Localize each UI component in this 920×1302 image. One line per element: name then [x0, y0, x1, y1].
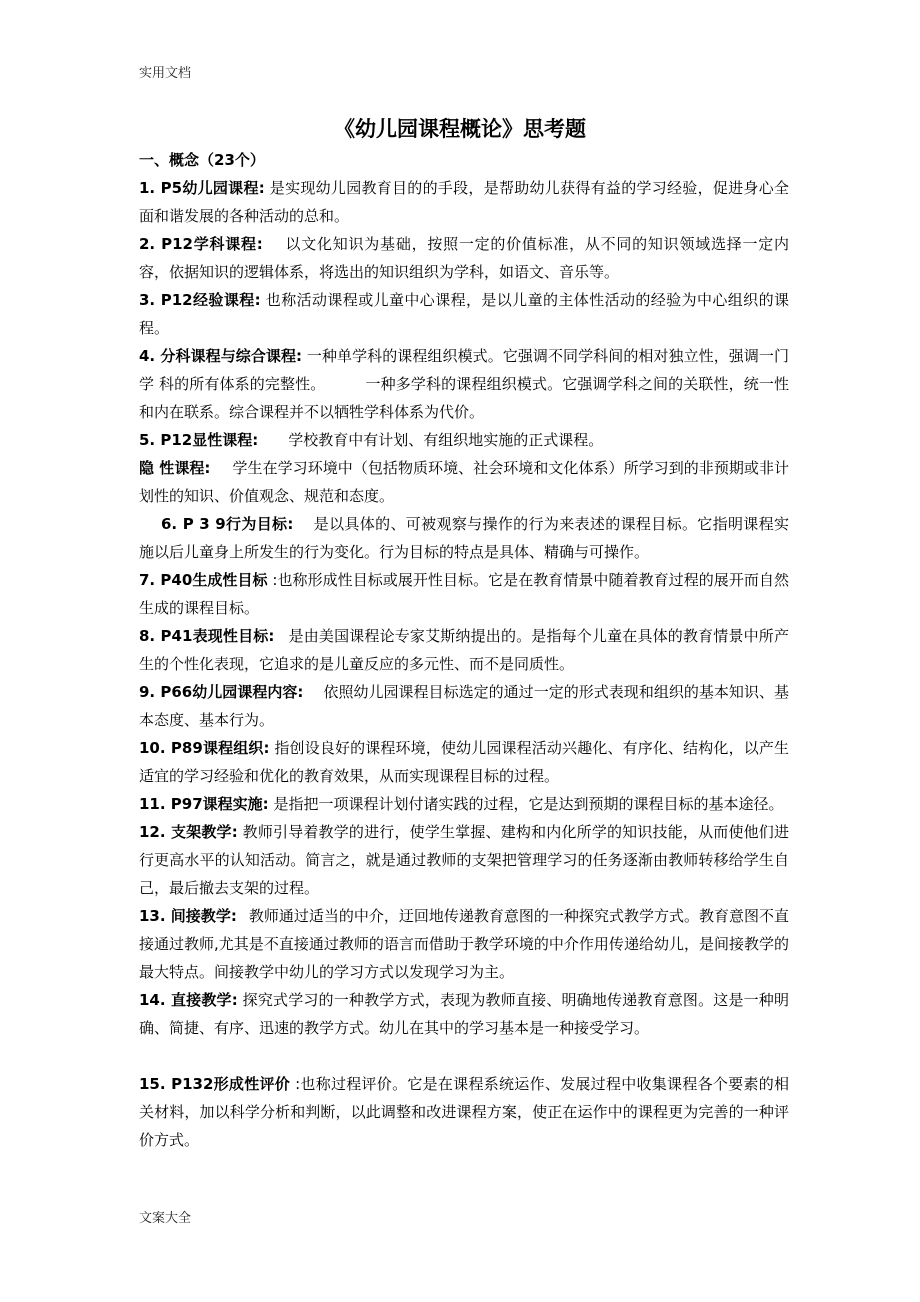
entry-4	[139, 342, 789, 426]
entry-15	[139, 1070, 789, 1154]
entry-term: 11. P97课程实施:	[139, 795, 269, 813]
entry-7	[139, 566, 789, 622]
entry-definition: 是实现幼儿园教育目的的手段，是帮助幼儿获得有益的学习经验，促进身心全面和谐发展的各种活动的总和。	[139, 179, 789, 225]
page-footer: 文案大全	[139, 1211, 192, 1226]
entry-definition: 是以具体的、可被观察与操作的行为来表述的课程目标。它指明课程实施以后儿童身上所发生的行为变化。行为目标的特点是具体、精确与可操作。	[139, 515, 789, 561]
entry-term: 5. P12显性课程:	[139, 431, 259, 449]
entry-6	[139, 510, 789, 566]
entry-term: 6. P 3 9行为目标:	[161, 515, 294, 533]
entry-definition: 指创设良好的课程环境，使幼儿园课程活动兴趣化、有序化、结构化，以产生适宜的学习经验和优化的教育效果，从而实现课程目标的过程。	[139, 739, 789, 785]
entry-definition: 探究式学习的一种教学方式，表现为教师直接、明确地传递教育意图。这是一种明确、简捷、有序、迅速的教学方式。幼儿在其中的学习基本是一种接受学习。	[139, 991, 789, 1037]
entry-definition: 学生在学习环境中（包括物质环境、社会环境和文化体系）所学习到的非预期或非计划性的知识、价值观念、规范和态度。	[139, 459, 789, 505]
entry-definition: 依照幼儿园课程目标选定的通过一定的形式表现和组织的基本知识、基本态度、基本行为。	[139, 683, 789, 729]
paragraph-gap	[139, 1042, 789, 1070]
entry-12	[139, 818, 789, 902]
section-heading: 一、概念（23个）	[139, 151, 265, 169]
entry-term: 4. 分科课程与综合课程:	[139, 347, 303, 365]
entry-3	[139, 286, 789, 342]
entry-14	[139, 986, 789, 1042]
entry-definition: 教师通过适当的中介，迂回地传递教育意图的一种探究式教学方式。教育意图不直接通过教师,尤其是不直接通过教师的语言而借助于教学环境的中介作用传递给幼儿，是间接教学的最大特点。间接教学中幼儿的学习方式以发现学习为主。	[139, 907, 789, 981]
entry-term: 14. 直接教学:	[139, 991, 238, 1009]
entry-definition: :也称形成性目标或展开性目标。它是在教育情景中随着教育过程的展开而自然生成的课程目标。	[139, 571, 789, 617]
entry-term: 10. P89课程组织:	[139, 739, 270, 757]
entry-8	[139, 622, 789, 678]
entry-definition-2: 一种多学科的课程组织模式。它强调学科之间的关联性，统一性和内在联系。综合课程并不以牺牲学科体系为代价。	[139, 375, 789, 421]
entry-definition: 教师引导着教学的进行，使学生掌握、建构和内化所学的知识技能，从而使他们进行更高水平的认知活动。简言之，就是通过教师的支架把管理学习的任务逐渐由教师转移给学生自己，最后撤去支架的过程。	[139, 823, 789, 897]
entry-10	[139, 734, 789, 790]
entry-13	[139, 902, 789, 986]
entry-term: 7. P40生成性目标	[139, 571, 268, 589]
entry-definition: :也称过程评价。它是在课程系统运作、发展过程中收集课程各个要素的相关材料，加以科学分析和判断，以此调整和改进课程方案，使正在运作中的课程更为完善的一种评价方式。	[139, 1075, 789, 1149]
entry-definition: 是指把一项课程计划付诸实践的过程，它是达到预期的课程目标的基本途径。	[273, 795, 784, 813]
entry-hidden-curriculum	[139, 454, 789, 510]
entry-9	[139, 678, 789, 734]
entry-term: 12. 支架教学:	[139, 823, 238, 841]
entry-5	[139, 426, 789, 454]
entry-term: 13. 间接教学:	[139, 907, 237, 925]
entry-term: 9. P66幼儿园课程内容:	[139, 683, 304, 701]
entry-definition: 是由美国课程论专家艾斯纳提出的。是指每个儿童在具体的教育情景中所产生的个性化表现，它追求的是儿童反应的多元性、而不是同质性。	[139, 627, 789, 673]
entry-definition: 学校教育中有计划、有组织地实施的正式课程。	[288, 431, 604, 449]
entry-definition: 也称活动课程或儿童中心课程，是以儿童的主体性活动的经验为中心组织的课程。	[139, 291, 789, 337]
page-header: 实用文档	[139, 66, 192, 81]
entry-term: 15. P132形成性评价	[139, 1075, 291, 1093]
entry-term: 2. P12学科课程:	[139, 235, 263, 253]
entry-term: 8. P41表现性目标:	[139, 627, 275, 645]
entry-definition: 一种单学科的课程组织模式。它强调不同学科间的相对独立性，强调一门学 科的所有体系的完整性。	[139, 347, 789, 393]
document-body	[139, 146, 789, 1154]
entry-definition: 以文化知识为基础，按照一定的价值标准，从不同的知识领域选择一定内容，依据知识的逻辑体系，将选出的知识组织为学科，如语文、音乐等。	[139, 235, 789, 281]
entry-11	[139, 790, 789, 818]
entry-term: 3. P12经验课程:	[139, 291, 261, 309]
entry-term: 1. P5幼儿园课程:	[139, 179, 265, 197]
entry-1	[139, 174, 789, 230]
document-title: 《幼儿园课程概论》思考题	[334, 117, 586, 141]
entry-term: 隐 性课程:	[139, 459, 211, 477]
entry-2	[139, 230, 789, 286]
